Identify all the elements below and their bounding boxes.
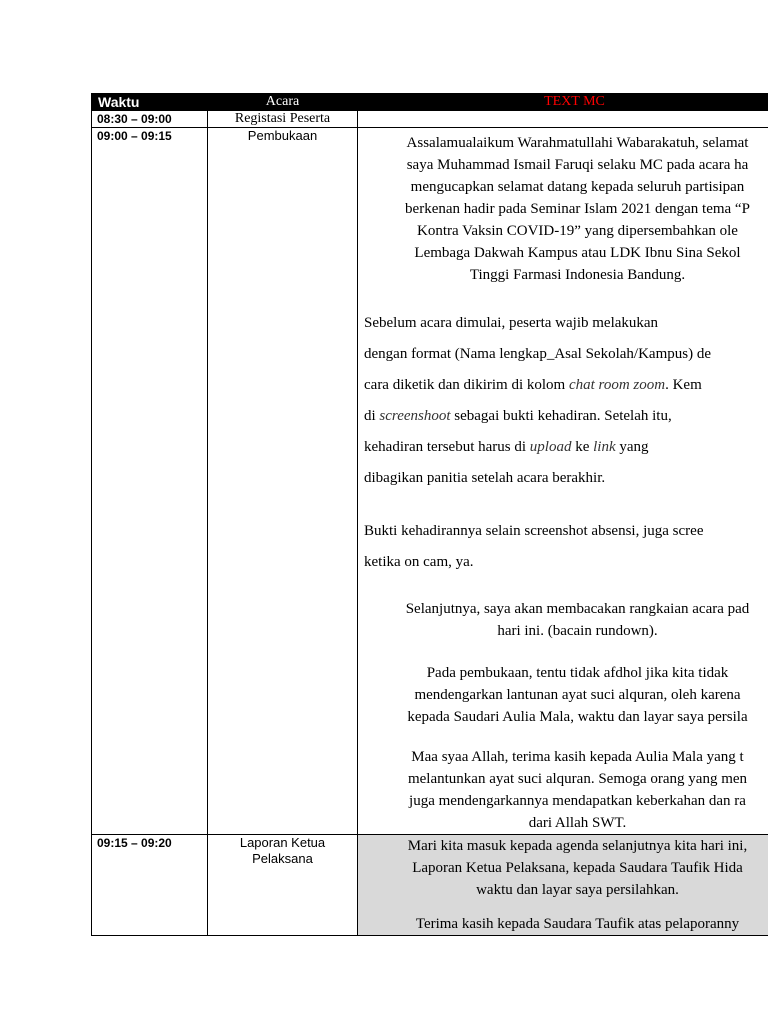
mc-rundown-line: Selanjutnya, saya akan membacakan rangkaian acara pad <box>405 601 750 617</box>
mc-bukti-line: ketika on cam, ya. <box>364 554 474 570</box>
text-span: yang <box>615 439 649 455</box>
mc-thanks-line: melantunkan ayat suci alquran. Semoga orang yang men <box>407 771 748 787</box>
header-text-mc: TEXT MC <box>358 94 768 111</box>
mc-absensi-line <box>364 370 768 401</box>
agenda-cell <box>208 835 358 936</box>
agenda-line: Laporan Ketua <box>239 835 326 850</box>
agenda-line: Pelaksana <box>252 851 313 866</box>
text-span: sebagai bukti kehadiran. Setelah itu, <box>450 408 672 424</box>
mc-opening-line: Assalamualaikum Warahmatullahi Wabarakatuh, selamat <box>406 135 749 151</box>
text-span: di <box>364 408 380 424</box>
mc-opening-line: saya Muhammad Ismail Faruqi selaku MC pada acara ha <box>406 157 749 173</box>
header-acara: Acara <box>208 94 358 111</box>
mc-laporan-line: Mari kita masuk kepada agenda selanjutnya kita hari ini, <box>407 838 748 854</box>
mc-thanks-line: dari Allah SWT. <box>528 815 627 831</box>
time-cell: 08:30 – 09:00 <box>92 111 208 128</box>
mc-alquran-line: kepada Saudari Aulia Mala, waktu dan layar saya persila <box>407 709 748 725</box>
mc-laporan-line: waktu dan layar saya persilahkan. <box>476 882 679 898</box>
text-span: ke <box>571 439 594 455</box>
mc-absensi-line: Sebelum acara dimulai, peserta wajib melakukan <box>364 315 659 331</box>
mc-thanks-line: Maa syaa Allah, terima kasih kepada Aulia Mala yang t <box>411 749 744 765</box>
agenda-cell: Registasi Peserta <box>208 111 358 128</box>
mc-bukti-line: Bukti kehadirannya selain screenshot absensi, juga scree <box>364 523 704 539</box>
text-span: cara diketik dan dikirim di kolom <box>364 377 569 393</box>
time-cell: 09:15 – 09:20 <box>92 835 208 936</box>
mc-absensi-line <box>364 401 768 432</box>
mc-opening-line: Kontra Vaksin COVID-19” yang dipersembahkan ole <box>417 223 738 239</box>
mc-laporan-line: Laporan Ketua Pelaksana, kepada Saudara Taufik Hida <box>412 860 743 876</box>
mc-alquran-line: mendengarkan lantunan ayat suci alquran, oleh karena <box>414 687 741 703</box>
italic-term: chat room zoom <box>568 377 666 393</box>
mc-text-cell-empty <box>358 111 768 128</box>
mc-opening-line: mengucapkan selamat datang kepada seluruh partisipan <box>410 179 745 195</box>
mc-rundown-line: hari ini. (bacain rundown). <box>497 623 658 639</box>
table-row <box>92 111 768 128</box>
time-cell: 09:00 – 09:15 <box>92 128 208 835</box>
mc-alquran-line: Pada pembukaan, tentu tidak afdhol jika kita tidak <box>426 665 729 681</box>
mc-opening-line: Tinggi Farmasi Indonesia Bandung. <box>469 267 686 283</box>
mc-thanks-line: juga mendengarkannya mendapatkan keberkahan dan ra <box>409 793 746 809</box>
italic-term: link <box>593 439 616 455</box>
italic-term: upload <box>529 439 572 455</box>
table-header-row <box>92 94 768 111</box>
mc-opening-line: Lembaga Dakwah Kampus atau LDK Ibnu Sina Sekol <box>414 245 741 261</box>
mc-opening-line: berkenan hadir pada Seminar Islam 2021 dengan tema “P <box>405 201 750 217</box>
mc-absensi-line: dibagikan panitia setelah acara berakhir. <box>364 470 606 486</box>
mc-text-cell-shaded <box>358 835 768 936</box>
table-row <box>92 128 768 835</box>
text-span: . Kem <box>665 377 702 393</box>
rundown-table <box>91 93 768 936</box>
italic-term: screenshoot <box>379 408 451 424</box>
mc-absensi-line: dengan format (Nama lengkap_Asal Sekolah/Kampus) de <box>364 346 711 362</box>
mc-absensi-line <box>364 432 768 463</box>
agenda-cell: Pembukaan <box>208 128 358 835</box>
text-span: kehadiran tersebut harus di <box>364 439 530 455</box>
header-waktu: Waktu <box>92 94 208 111</box>
mc-laporan-line: Terima kasih kepada Saudara Taufik atas pelaporanny <box>415 916 740 932</box>
table-row <box>92 835 768 936</box>
mc-text-cell <box>358 128 768 835</box>
